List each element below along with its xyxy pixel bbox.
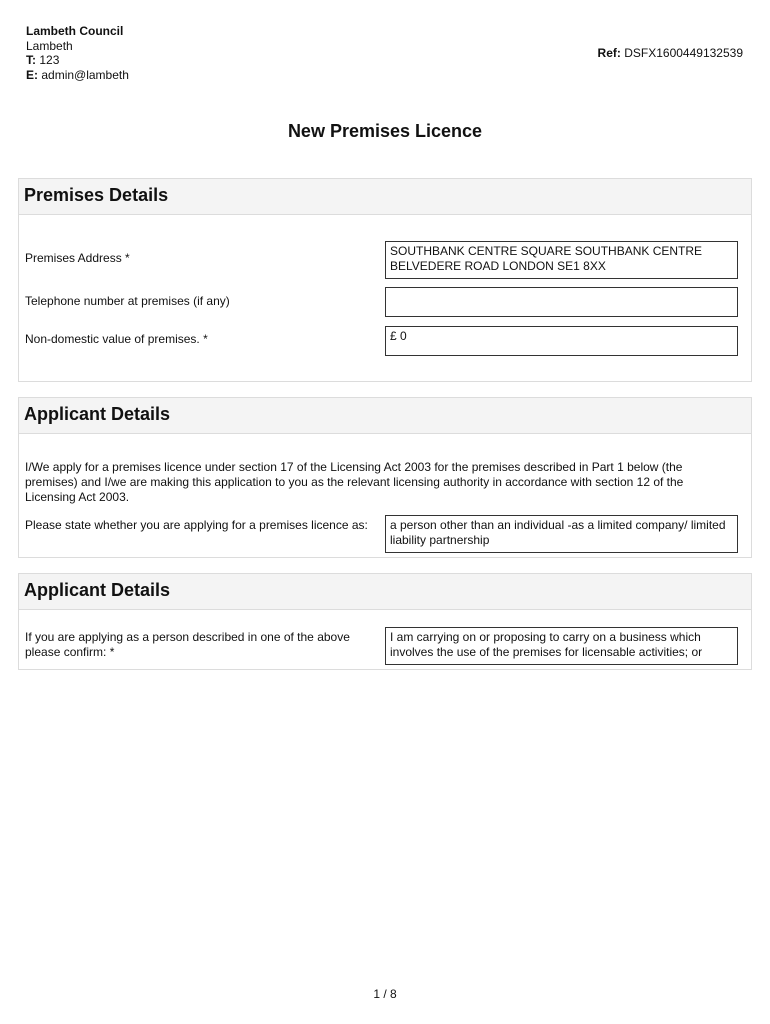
ref-label: Ref: xyxy=(597,46,621,60)
tel-label: T: xyxy=(26,53,36,67)
section-heading: Applicant Details xyxy=(19,398,751,434)
non-domestic-value-field[interactable]: £ 0 xyxy=(385,326,738,356)
section-heading: Applicant Details xyxy=(19,574,751,610)
org-area: Lambeth xyxy=(26,38,73,53)
org-email xyxy=(26,68,129,83)
ref-value: DSFX1600449132539 xyxy=(624,46,743,60)
email-value: admin@lambeth xyxy=(41,67,129,82)
section-heading: Premises Details xyxy=(19,179,751,215)
telephone-label: Telephone number at premises (if any) xyxy=(25,294,230,308)
application-intro-text: I/We apply for a premises licence under section 17 of the Licensing Act 2003 for the premises described in Part 1 below (the premises) and I/we are making this application to you as the relevant licensing authority in accordance with section 12 of the Licensing Act 2003. xyxy=(25,460,684,504)
confirm-field[interactable]: I am carrying on or proposing to carry on a business which involves the use of the premises for licensable activities; or xyxy=(385,627,738,665)
email-label: E: xyxy=(26,67,38,82)
page-title: New Premises Licence xyxy=(287,121,483,141)
telephone-field[interactable] xyxy=(385,287,738,317)
reference xyxy=(598,46,743,60)
premises-details-section xyxy=(18,178,752,382)
applicant-details-section xyxy=(18,397,752,558)
page-number: 1 / 8 xyxy=(373,987,397,1001)
premises-address-label: Premises Address * xyxy=(25,251,130,265)
organisation-block xyxy=(26,24,129,82)
applying-as-label: Please state whether you are applying for a premises licence as: xyxy=(25,518,368,532)
applying-as-field[interactable]: a person other than an individual -as a limited company/ limited liability partnership xyxy=(385,515,738,553)
org-telephone xyxy=(26,53,129,68)
premises-address-field[interactable]: SOUTHBANK CENTRE SQUARE SOUTHBANK CENTRE BELVEDERE ROAD LONDON SE1 8XX xyxy=(385,241,738,279)
org-name: Lambeth Council xyxy=(26,24,124,38)
non-domestic-value-label: Non-domestic value of premises. * xyxy=(25,332,208,346)
tel-value: 123 xyxy=(39,53,60,67)
confirm-label: If you are applying as a person described in one of the above please confirm: * xyxy=(25,630,350,659)
applicant-confirmation-section xyxy=(18,573,752,670)
